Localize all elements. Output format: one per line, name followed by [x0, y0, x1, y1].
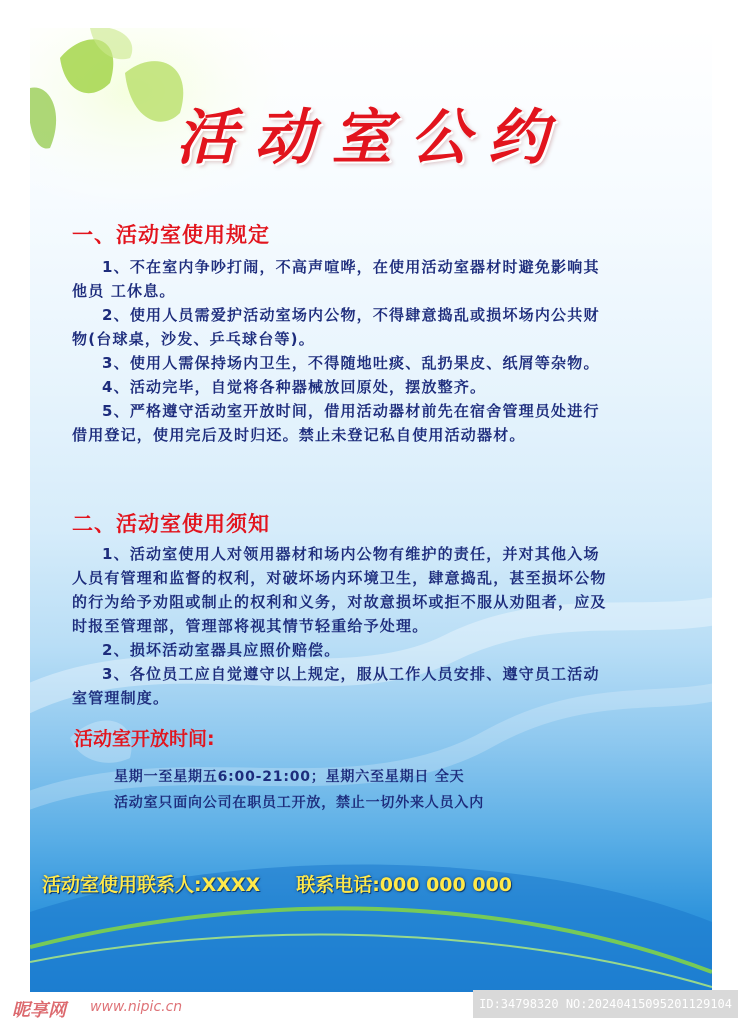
- page-title: 活动室公约: [176, 103, 566, 173]
- list-item: 3、使用人需保持场内卫生，不得随地吐痰、乱扔果皮、纸屑等杂物。: [102, 354, 600, 372]
- watermark-url: www.nipic.cn: [90, 999, 183, 1015]
- list-item: 2、损坏活动室器具应照价赔偿。: [102, 641, 341, 659]
- image-id-label: ID:34798320 NO:20240415095201129104: [473, 990, 738, 1018]
- list-item: 4、活动完毕，自觉将各种器械放回原处，摆放整齐。: [102, 378, 487, 396]
- section-heading-usage-notice: 二、活动室使用须知: [72, 512, 270, 536]
- list-item: 1、活动室使用人对领用器材和场内公物有维护的责任，并对其他入场人员有管理和监督的权利，对破坏场内环境卫生，肆意捣乱，甚至损坏公物的行为给予劝阻或制止的权利和义务，对故意损坏或拒不服从劝阻者，应及时报至管理部，管理部将视其情节轻重给予处理。: [72, 545, 607, 635]
- opening-hours-restriction: 活动室只面向公司在职员工开放，禁止一切外来人员入内: [114, 795, 484, 811]
- section-body-usage-rules: [72, 255, 612, 447]
- list-item: 3、各位员工应自觉遵守以上规定，服从工作人员安排、遵守员工活动室管理制度。: [72, 665, 600, 707]
- opening-hours-heading: 活动室开放时间:: [74, 728, 215, 750]
- list-item: 1、不在室内争吵打闹，不高声喧哗，在使用活动室器材时避免影响其他员 工休息。: [72, 258, 600, 300]
- opening-hours-schedule: 星期一至星期五6:00-21:00；星期六至星期日 全天: [114, 769, 465, 785]
- contact-person: 活动室使用联系人:XXXX: [42, 874, 261, 896]
- section-body-usage-notice: [72, 542, 612, 710]
- contact-line: [42, 870, 512, 897]
- list-item: 5、严格遵守活动室开放时间，借用活动器材前先在宿舍管理员处进行借用登记，使用完后及时归还。禁止未登记私自使用活动器材。: [72, 402, 600, 444]
- contact-phone: 联系电话:000 000 000: [296, 874, 513, 896]
- section-heading-usage-rules: 一、活动室使用规定: [72, 223, 270, 247]
- watermark-logo: 昵享网: [12, 1000, 66, 1021]
- opening-hours-body: [114, 764, 484, 816]
- list-item: 2、使用人员需爱护活动室场内公物，不得肆意捣乱或损坏场内公共财物(台球桌，沙发、乒乓球台等)。: [72, 306, 600, 348]
